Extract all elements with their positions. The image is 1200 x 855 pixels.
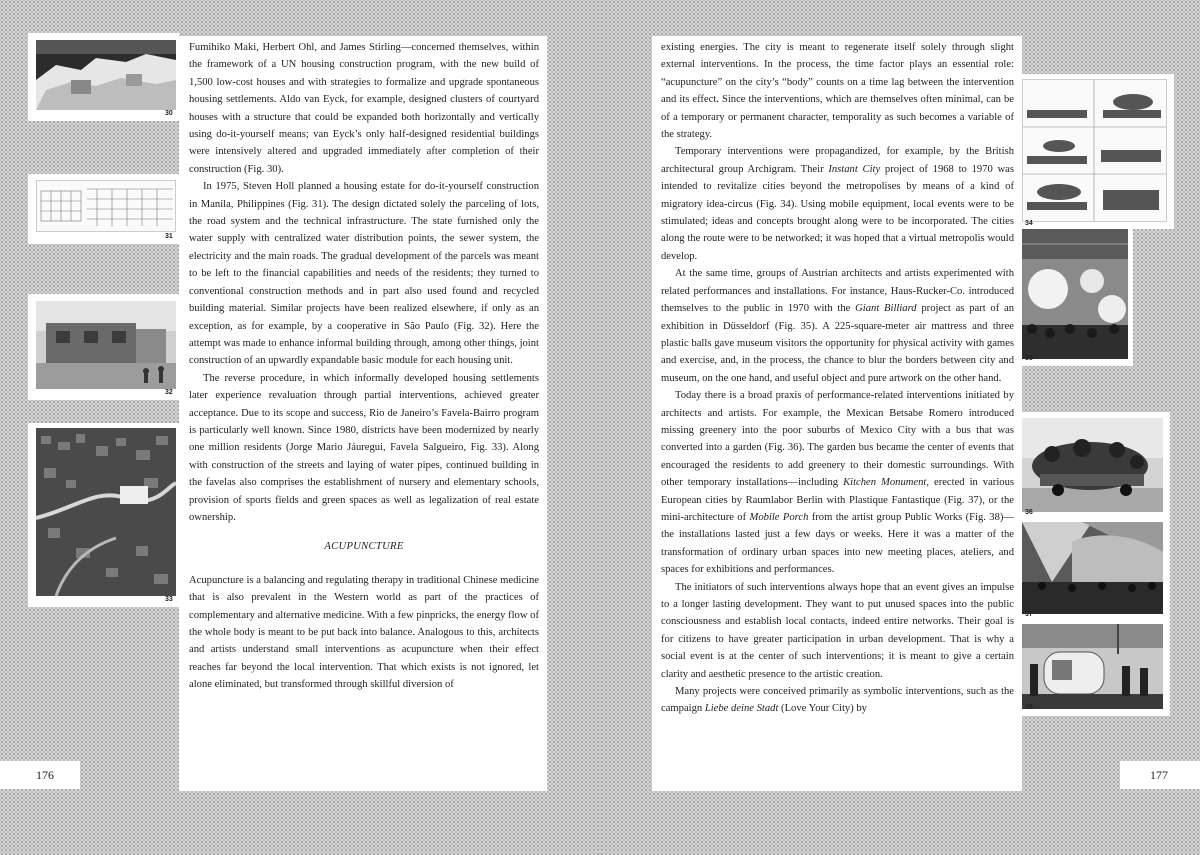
- photo-kitchen-monument: [1022, 522, 1163, 614]
- photo-aerial-favela: [36, 428, 176, 596]
- section-heading: ACUPUNCTURE: [324, 541, 404, 553]
- photo-garden-bus: [1022, 418, 1163, 512]
- italic-title: Kitchen Monument: [843, 477, 927, 489]
- figure-31: [28, 174, 179, 244]
- figure-36: [1017, 412, 1170, 519]
- photo-courtyard-houses: [36, 40, 176, 110]
- photo-construction-site: [36, 301, 176, 389]
- paragraph: Many projects were conceived primarily as symbolic interventions, such as the campaign Liebe deine Stadt (Love Your City) by: [661, 686, 1014, 715]
- figure-number: 36: [1025, 509, 1033, 516]
- paragraph: Temporary interventions were propagandized, for example, by the British architectural group Archigram. Their Instant City project of 1968 to 1970 was intended to revitalize cities beyond the metropolises by means of a kind of migratory idea-circus (Fig. 34). Using mobile equipment, local events were to be stimulated; ideas and concepts brought along were to be incorporated. The cities along the route were to be networked; it was hoped that a virtual metropolis would develop.: [661, 146, 1015, 262]
- figure-33: [28, 423, 179, 607]
- page-number-right: 177: [1120, 761, 1200, 789]
- figure-number: 30: [165, 110, 173, 117]
- drawing-site-plan: [36, 180, 176, 232]
- book-spine: [599, 0, 601, 855]
- figure-number: 33: [165, 596, 173, 603]
- figure-32: [28, 294, 179, 400]
- figure-35: [1017, 229, 1133, 366]
- italic-title: Mobile Porch: [749, 511, 809, 523]
- photo-mobile-porch: [1022, 624, 1163, 709]
- figure-number: 31: [165, 233, 173, 240]
- italic-title: Giant Billiard: [855, 303, 917, 315]
- paragraph: At the same time, groups of Austrian architects and artists experimented with related performances and installations. For instance, Haus-Rucker-Co. introduced themselves to the public in 1970 with the Giant Billiard project as part of an exhibition in Düsseldorf (Fig. 35). A 225-square-meter air mattress and three plastic balls gave museum visitors the opportunity for physical activity with games and exercise, and, in the process, the chance to blur the borders between city and museum, on the one hand, and useful object and pure artwork on the other hand.: [661, 268, 1015, 384]
- paragraph: Fumihiko Maki, Herbert Ohl, and James Stirling—concerned themselves, within the framework of a UN housing construction program, with the new build of 1,500 low-cost houses and with strategies to formalize and upgrade spontaneous housing settlements. Aldo van Eyck, for example, designed clusters of courtyard houses with a structure that could be expanded both horizontally and vertically using do-it-yourself means; van Eyck’s only half-designed residential buildings were intensively altered and upgraded immediately after completion of their construction (Fig. 30).: [189, 42, 539, 175]
- figure-number: 38: [1025, 704, 1033, 711]
- figure-number: 32: [165, 389, 173, 396]
- italic-title: Instant City: [828, 163, 881, 175]
- figure-number: 35: [1025, 355, 1033, 362]
- paragraph: existing energies. The city is meant to regenerate itself solely through slight external interventions. In the process, the time factor plays an essential role: “acupuncture” on the city’s “body” counts on a time lag between the intervention and its effect. Since the interventions, which are themselves often minimal, can be of a temporary or permanent character, temporality as such becomes a variable of the strategy.: [661, 42, 1014, 141]
- figure-37: [1017, 519, 1170, 622]
- italic-title: Liebe deine Stadt: [704, 703, 779, 715]
- paragraph: In 1975, Steven Holl planned a housing estate for do-it-yourself construction in Manila, Philippines (Fig. 31). The design dictated solely the parceling of lots, the road system and the technical infrastructure. The state furnished only the water supply with centralized water distribution points, the sewer system, the electricity and the main roads. The gradual development of the parcels was meant to be left to the financial capabilities and needs of the residents; they turned to conventional construction methods and in part also used found and recycled building material. Similar projects have been realized elsewhere, if only as an exception, as for example, by a cooperative in São Paulo (Fig. 32). Here the attempt was made to enhance informal building through, among other things, joint construction of an upwardly expandable basic module for each housing unit.: [189, 181, 539, 367]
- paragraph: Today there is a broad praxis of performance-related interventions initiated by architects and artists. For example, the Mexican Betsabe Romero introduced missing greenery into the poor suburbs of Mexico City with a bus that was converted into a garden (Fig. 36). The garden bus became the center of events that encouraged the residents to add greenery to their domestic surroundings. With other temporary installations—including Kitchen Monument, erected in various European cities by Raumlabor Berlin with Plastique Fantastique (Fig. 37), or the mini-architecture of Mobile Porch from the artist group Public Works (Fig. 38)—the installations lasted just a few days or weeks. Here it was a matter of the transformation of ordinary urban spaces into new meeting places, ateliers, and spaces for exhibitions and performances.: [661, 390, 1015, 576]
- figure-number: 34: [1025, 220, 1033, 227]
- right-page-text-column: [652, 36, 1022, 791]
- figure-34: [1017, 74, 1174, 229]
- drawing-instant-city-sequence: [1022, 79, 1167, 222]
- left-page-text-column: [179, 36, 547, 791]
- figure-number: 37: [1025, 611, 1033, 618]
- figure-30: [28, 33, 179, 121]
- paragraph: The initiators of such interventions always hope that an event gives an impulse to a longer lasting development. They want to put unused spaces into the public consciousness and establish local contacts, indeed entire networks. Their goal is for citizens to have greater participation in urban development. That is why a social event is at the center of such interventions; it is meant to give a certain clarity and aesthetic presence to the artistic creation.: [661, 581, 1014, 680]
- paragraph: Acupuncture is a balancing and regulating therapy in traditional Chinese medicine that is also prevalent in the Western world as part of the practices of complementary and alternative medicine. With a few pinpricks, the energy flow of the whole body is meant to be put back into balance. Analogous to this, architects and artists understand small interventions as acupuncture when their effect reaches far beyond the local intervention. That which exists is not ignored, let alone eliminated, but transformed through skillful diversion of: [189, 574, 539, 691]
- figure-38: [1017, 621, 1170, 716]
- photo-giant-billiard: [1022, 229, 1128, 359]
- paragraph: The reverse procedure, in which informally developed housing settlements later experience revaluation through partial interventions, achieved greater acceptance. Due to its scope and success, Rio de Janeiro’s Favela-Bairro program is particularly well known. Since 1980, districts have been modernized by nearly one million residents (Jorge Mario Jáuregui, Favela Salgueiro, Fig. 33). Along with construction of the streets and laying of water pipes, continued building in the favelas also comprises the establishment of nursery and elementary schools, provision of sports fields and green spaces as well as legalization of real estate ownership.: [189, 372, 539, 523]
- page-number-left: 176: [0, 761, 80, 789]
